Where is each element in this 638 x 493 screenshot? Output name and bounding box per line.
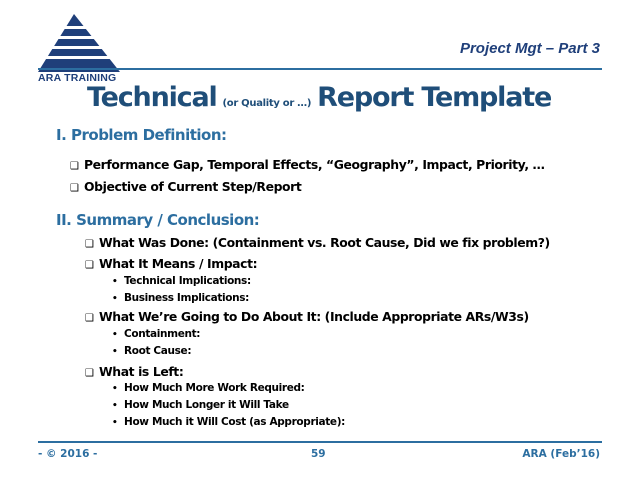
footer-date: ARA (Feb’16) bbox=[522, 448, 600, 460]
checkbox-bullet-icon: ❑ bbox=[70, 183, 79, 194]
checkbox-bullet-icon: ❑ bbox=[70, 161, 79, 172]
dot-bullet-icon: • bbox=[112, 401, 118, 411]
list-item: ❑ What We’re Going to Do About It: (Include Appropriate ARs/W3s) bbox=[85, 309, 529, 324]
title-part-3: Report Template bbox=[317, 82, 552, 113]
checkbox-bullet-icon: ❑ bbox=[85, 313, 94, 324]
checkbox-bullet-icon: ❑ bbox=[85, 239, 94, 250]
dot-bullet-icon: • bbox=[112, 277, 118, 287]
dot-bullet-icon: • bbox=[112, 294, 118, 304]
title-part-2: (or Quality or …) bbox=[222, 98, 312, 109]
slide-title bbox=[87, 82, 551, 113]
list-item: ❑ What It Means / Impact: bbox=[85, 256, 258, 271]
page-number: 59 bbox=[311, 448, 326, 460]
section-heading-summary-conclusion: II. Summary / Conclusion: bbox=[56, 211, 260, 229]
section-heading-problem-definition: I. Problem Definition: bbox=[56, 126, 227, 144]
logo-text: ARA TRAINING bbox=[38, 72, 117, 84]
checkbox-bullet-icon: ❑ bbox=[85, 260, 94, 271]
sub-list-item: • Business Implications: bbox=[112, 292, 250, 304]
list-item: ❑ What Was Done: (Containment vs. Root Cause, Did we fix problem?) bbox=[85, 235, 550, 250]
dot-bullet-icon: • bbox=[112, 330, 118, 340]
list-item: ❑ Performance Gap, Temporal Effects, “Geography”, Impact, Priority, … bbox=[70, 157, 545, 172]
list-item: ❑ Objective of Current Step/Report bbox=[70, 179, 302, 194]
dot-bullet-icon: • bbox=[112, 384, 118, 394]
sub-list-item: • How Much it Will Cost (as Appropriate): bbox=[112, 416, 345, 428]
sub-list-item: • Technical Implications: bbox=[112, 275, 251, 287]
checkbox-bullet-icon: ❑ bbox=[85, 368, 94, 379]
course-title: Project Mgt – Part 3 bbox=[459, 40, 600, 57]
ara-logo-icon bbox=[38, 12, 120, 76]
list-item: ❑ What is Left: bbox=[85, 364, 184, 379]
sub-list-item: • How Much Longer it Will Take bbox=[112, 399, 289, 411]
header-divider bbox=[38, 68, 602, 70]
sub-list-item: • Containment: bbox=[112, 328, 201, 340]
dot-bullet-icon: • bbox=[112, 418, 118, 428]
title-part-1: Technical bbox=[87, 82, 217, 113]
sub-list-item: • Root Cause: bbox=[112, 345, 192, 357]
footer-divider bbox=[38, 441, 602, 443]
dot-bullet-icon: • bbox=[112, 347, 118, 357]
footer-copyright: - © 2016 - bbox=[38, 448, 98, 460]
sub-list-item: • How Much More Work Required: bbox=[112, 382, 305, 394]
